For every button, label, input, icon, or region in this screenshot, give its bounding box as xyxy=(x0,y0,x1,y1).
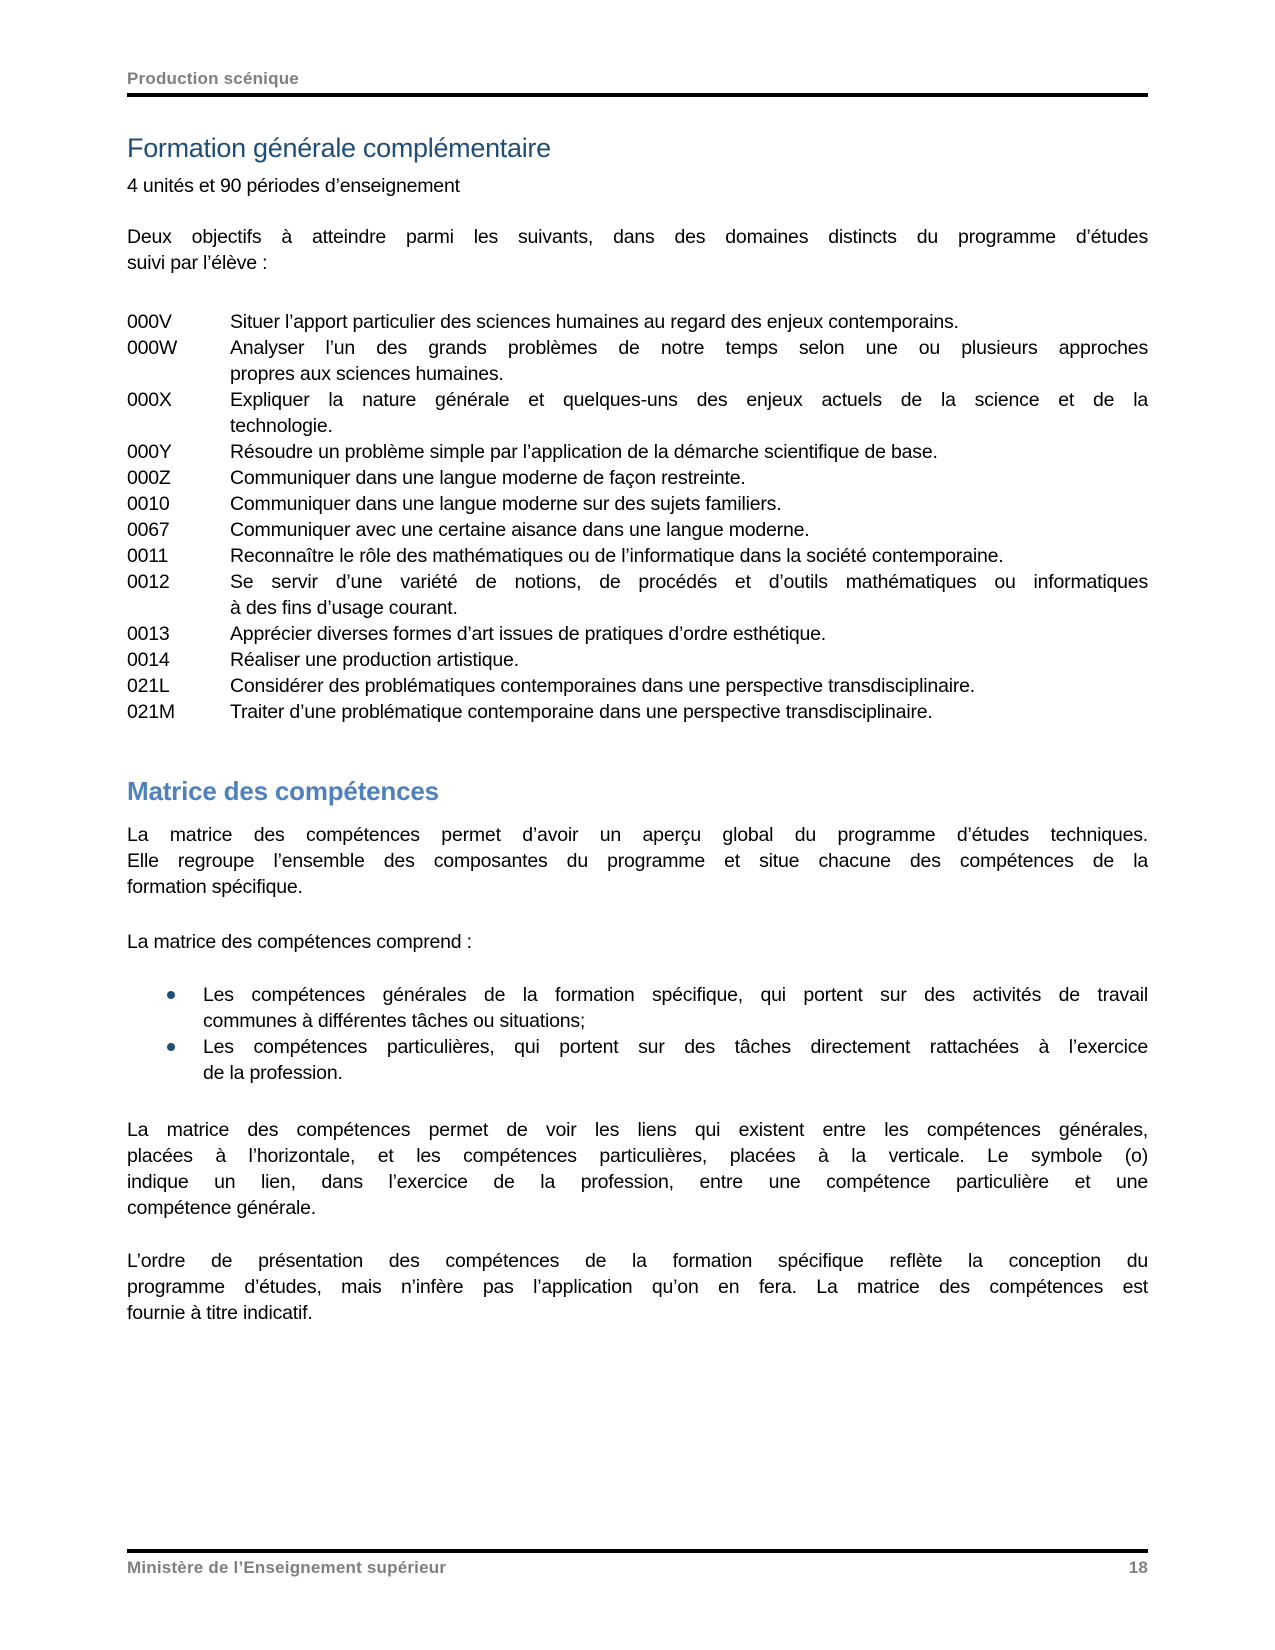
objective-code: 0013 xyxy=(127,623,170,645)
text-line: Apprécier diverses formes d’art issues de pratiques d’ordre esthétique. xyxy=(230,623,827,645)
objective-code: 0010 xyxy=(127,493,170,515)
text-line: Considérer des problématiques contemporaines dans une perspective transdisciplinaire. xyxy=(230,675,976,697)
bullet-item xyxy=(127,1034,1148,1086)
units-periods-line: 4 unités et 90 périodes d’enseignement xyxy=(127,175,460,197)
text-line: programme d’études, mais n’infère pas l’application qu’on en fera. La matrice des compétences est xyxy=(127,1276,1148,1298)
footer-ministry: Ministère de l’Enseignement supérieur xyxy=(127,1558,447,1577)
text-line: Les compétences générales de la formation spécifique, qui portent sur des activités de travail xyxy=(203,984,1148,1006)
text-line: Résoudre un problème simple par l’application de la démarche scientifique de base. xyxy=(230,441,938,463)
objective-row xyxy=(127,387,1148,439)
bullet-text xyxy=(203,1034,1148,1086)
page-footer xyxy=(127,1549,1148,1578)
bullet-list xyxy=(127,982,1148,1086)
objective-row xyxy=(127,621,1148,647)
header-rule xyxy=(127,69,1148,97)
bullet-item xyxy=(127,982,1148,1034)
text-line: L’ordre de présentation des compétences de la formation spécifique reflète la conception du xyxy=(127,1250,1148,1272)
objective-text xyxy=(230,491,1148,517)
objective-text xyxy=(230,439,1148,465)
text-line: Communiquer avec une certaine aisance dans une langue moderne. xyxy=(230,519,810,541)
objective-row xyxy=(127,335,1148,387)
objective-row xyxy=(127,491,1148,517)
matrice-paragraph-1 xyxy=(127,822,1148,900)
footer-row xyxy=(127,1558,1148,1578)
objective-text xyxy=(230,387,1148,439)
objective-code: 021L xyxy=(127,675,170,697)
section-heading-formation: Formation générale complémentaire xyxy=(127,133,551,163)
text-line: Se servir d’une variété de notions, de procédés et d’outils mathématiques ou informatiques xyxy=(230,571,1148,593)
text-line: technologie. xyxy=(230,415,333,437)
objective-code: 000V xyxy=(127,311,172,333)
text-line: La matrice des compétences comprend : xyxy=(127,931,472,953)
intro-paragraph xyxy=(127,224,1148,276)
running-header-title: Production scénique xyxy=(127,69,299,88)
text-line: Reconnaître le rôle des mathématiques ou de l’informatique dans la société contemporaine. xyxy=(230,545,1004,567)
objective-text xyxy=(230,621,1148,647)
text-line: Les compétences particulières, qui portent sur des tâches directement rattachées à l’exercice xyxy=(203,1036,1148,1058)
matrice-paragraph-3 xyxy=(127,1248,1148,1326)
text-line: La matrice des compétences permet d’avoir un aperçu global du programme d’études techniques. xyxy=(127,824,1148,846)
text-line: Situer l’apport particulier des sciences humaines au regard des enjeux contemporains. xyxy=(230,311,959,333)
text-line: Communiquer dans une langue moderne sur des sujets familiers. xyxy=(230,493,782,515)
objective-text xyxy=(230,335,1148,387)
text-line: placées à l’horizontale, et les compétences particulières, placées à la verticale. Le symbole (o) xyxy=(127,1145,1148,1167)
objective-code: 0012 xyxy=(127,571,170,593)
objective-code: 000X xyxy=(127,389,172,411)
section-heading-matrice: Matrice des compétences xyxy=(127,776,439,806)
text-line: Deux objectifs à atteindre parmi les suivants, dans des domaines distincts du programme d’études xyxy=(127,226,1148,248)
text-line: de la profession. xyxy=(203,1062,343,1084)
objective-text xyxy=(230,647,1148,673)
objective-row xyxy=(127,465,1148,491)
bullet-icon xyxy=(167,991,175,999)
objective-row xyxy=(127,517,1148,543)
text-line: suivi par l’élève : xyxy=(127,252,268,274)
objective-code: 0067 xyxy=(127,519,170,541)
text-line: propres aux sciences humaines. xyxy=(230,363,504,385)
text-line: Traiter d’une problématique contemporaine dans une perspective transdisciplinaire. xyxy=(230,701,933,723)
text-line: communes à différentes tâches ou situations; xyxy=(203,1010,586,1032)
text-line: à des fins d’usage courant. xyxy=(230,597,458,619)
text-line: La matrice des compétences permet de voir les liens qui existent entre les compétences générales, xyxy=(127,1119,1148,1141)
text-line: Elle regroupe l’ensemble des composantes du programme et situe chacune des compétences de la xyxy=(127,850,1148,872)
objective-row xyxy=(127,569,1148,621)
objective-row xyxy=(127,309,1148,335)
objective-code: 0011 xyxy=(127,545,169,567)
objective-row xyxy=(127,439,1148,465)
objective-code: 000W xyxy=(127,337,178,359)
objective-text xyxy=(230,569,1148,621)
objective-text xyxy=(230,543,1148,569)
footer-page-number: 18 xyxy=(1128,1558,1148,1577)
objective-code: 0014 xyxy=(127,649,170,671)
objective-row xyxy=(127,647,1148,673)
text-line: Réaliser une production artistique. xyxy=(230,649,519,671)
text-line: formation spécifique. xyxy=(127,876,303,898)
text-line: indique un lien, dans l’exercice de la profession, entre une compétence particulière et une xyxy=(127,1171,1148,1193)
text-line: fournie à titre indicatif. xyxy=(127,1302,313,1324)
objective-text xyxy=(230,465,1148,491)
objective-row xyxy=(127,673,1148,699)
bullet-icon xyxy=(167,1043,175,1051)
text-line: Analyser l’un des grands problèmes de notre temps selon une ou plusieurs approches xyxy=(230,337,1148,359)
text-line: compétence générale. xyxy=(127,1197,316,1219)
objective-row xyxy=(127,543,1148,569)
page-body xyxy=(127,131,1148,1326)
objective-code: 021M xyxy=(127,701,175,723)
text-line: Communiquer dans une langue moderne de façon restreinte. xyxy=(230,467,746,489)
objective-code: 000Y xyxy=(127,441,172,463)
page-header xyxy=(127,0,1148,97)
objective-code: 000Z xyxy=(127,467,171,489)
objective-text xyxy=(230,309,1148,335)
matrice-comprend-line xyxy=(127,929,1148,955)
objective-row xyxy=(127,699,1148,725)
objective-text xyxy=(230,673,1148,699)
bullet-text xyxy=(203,982,1148,1034)
objectives-list xyxy=(127,309,1148,725)
matrice-paragraph-2 xyxy=(127,1117,1148,1221)
objective-text xyxy=(230,699,1148,725)
objective-text xyxy=(230,517,1148,543)
text-line: Expliquer la nature générale et quelques-uns des enjeux actuels de la science et de la xyxy=(230,389,1148,411)
